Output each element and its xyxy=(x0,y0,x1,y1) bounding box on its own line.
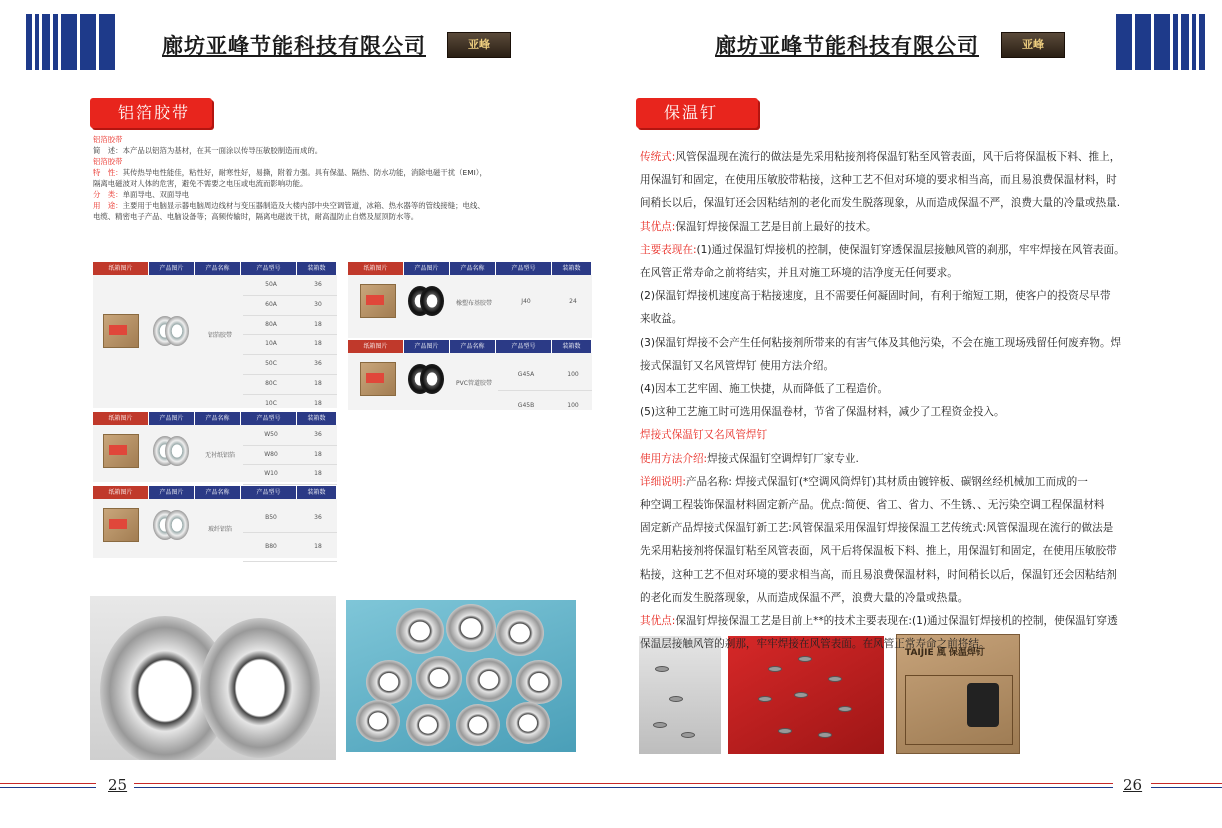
footer-rule xyxy=(611,783,1113,784)
table-header: 纸箱图片 产品图片 产品名称 产品型号 装箱数 xyxy=(93,486,337,499)
footer-rule xyxy=(134,783,611,784)
text-line: 保温层接触风管的刹那，牢牢焊接在风管表面。在风管正常寿命之前将结。 xyxy=(640,638,990,651)
text-line: 粘接，这种工艺不但对环境的要求相当高，而且易浪费保温材料，时间稍长以后，保温钉还会因粘结剂 xyxy=(640,568,1117,581)
intro-line: 简 述：本产品以铝箔为基材，在其一面涂以传导压敏胶制造而成的。 xyxy=(93,146,323,155)
product-models: W50 W80 W10 xyxy=(243,426,299,485)
text-line: (3)保温钉焊接不会产生任何粘接剂所带来的有害气体及其他污染，不会在施工现场残留任何废弃物。焊 xyxy=(640,336,1122,349)
product-table-aluminum-tape xyxy=(93,262,337,408)
intro-line: 铝箔胶带 xyxy=(93,135,123,144)
text-line: 种空调工程装饰保温材料固定新产品。优点:简便、省工、省力、不生锈、、无污染空调工程保温材料 xyxy=(640,499,1105,512)
carton-image xyxy=(103,508,139,542)
product-models: B50 B80 xyxy=(243,504,299,562)
box-counts: 36 30 18 18 36 18 18 xyxy=(299,276,337,415)
product-name: 玻纤铝箔 xyxy=(207,526,232,533)
tape-roll-image xyxy=(153,508,189,542)
company-logo: 亚峰 xyxy=(447,32,511,58)
intro-line: 铝箔胶带 xyxy=(93,157,123,166)
text-line: 主要表现在:(1)通过保温钉焊接机的控制，使保温钉穿透保温层接触风管的刹那，牢牢焊接在风管表面。 xyxy=(640,243,1125,256)
footer-rule xyxy=(134,787,611,788)
product-models: G45A G45B xyxy=(498,360,554,421)
product-table-unlined-foil xyxy=(93,412,337,482)
table-header: 纸箱图片 产品图片 产品名称 产品型号 装箱数 xyxy=(348,262,592,275)
text-line: 使用方法介绍:焊接式保温钉空调焊钉厂家专业. xyxy=(640,452,859,465)
text-line: 固定新产品焊接式保温钉新工艺:风管保温采用保温钉焊接保温工艺传统式:风管保温现在流行的做法是 xyxy=(640,522,1114,535)
text-line: 其优点:保温钉焊接保温工艺是目前上最好的技术。 xyxy=(640,220,877,233)
company-name: 廊坊亚峰节能科技有限公司 xyxy=(162,33,426,58)
section-title-nail: 保温钉 xyxy=(636,98,758,128)
product-name: 橡塑布基胶带 xyxy=(455,300,492,307)
aluminum-tape-photo xyxy=(90,596,336,760)
text-line: 来收益。 xyxy=(640,313,683,326)
box-counts: 36 18 18 xyxy=(299,426,337,485)
footer-rule xyxy=(611,787,1113,788)
product-name: PVC管道胶带 xyxy=(456,380,492,387)
carton-image xyxy=(360,284,396,318)
product-models: J40 xyxy=(521,298,531,305)
text-line: 其优点:保温钉焊接保温工艺是目前上**的技术主要表现在:(1)通过保温钉焊接机的控制，使保温钉穿透 xyxy=(640,615,1118,628)
text-line: 传统式:风管保温现在流行的做法是先采用粘接剂将保温钉粘至风管表面，风干后将保温板下料、推上， xyxy=(640,151,1121,163)
box-counts: 36 18 xyxy=(299,504,337,562)
text-line: 接式保温钉又名风管焊钉 使用方法介绍。 xyxy=(640,359,835,372)
intro-line: 电缆、精密电子产品、电脑设备等；高频传输时，隔离电磁波干扰，耐高温防止自燃及屋顶防水等。 xyxy=(93,212,419,221)
text-line: 先采用粘接剂将保温钉粘至风管表面，风干后将保温板下料、推上，用保温钉和固定，在使用压敏胶带 xyxy=(640,545,1117,558)
text-line: 间稍长以后，保温钉还会因粘结剂的老化而发生脱落现象，从而造成保温不严，浪费大量的冷量或热量. xyxy=(640,197,1121,210)
product-table-rubber-tape xyxy=(348,262,592,338)
product-table-fiberglass-foil xyxy=(93,486,337,558)
intro-line: 分 类：单面导电、双面导电 xyxy=(93,190,190,199)
table-header: 纸箱图片 产品图片 产品名称 产品型号 装箱数 xyxy=(93,262,337,275)
table-header: 纸箱图片 产品图片 产品名称 产品型号 装箱数 xyxy=(93,412,337,425)
carton-image xyxy=(103,314,139,348)
page-number: 25 xyxy=(108,776,128,794)
tape-rolls-photo xyxy=(346,600,576,752)
product-name: 无衬纸铝箔 xyxy=(204,452,235,459)
page-number: 26 xyxy=(1123,776,1143,794)
text-line: (2)保温钉焊接机速度高于粘接速度，且不需要任何凝固时间，有利于缩短工期，使客户的投资尽早带 xyxy=(640,290,1111,303)
intro-line: 特 性：其传热导电性能佳，粘性好，耐寒性好，易撕，附着力强。具有保温、隔热、防水功能，消除电磁干扰（EMI）， xyxy=(93,168,487,177)
header-stripes-right xyxy=(1116,14,1205,70)
text-line: 在风管正常寿命之前将结实，并且对施工环境的洁净度无任何要求。 xyxy=(640,267,958,280)
product-table-pvc-tape xyxy=(348,340,592,410)
box-counts: 100 100 xyxy=(554,360,592,421)
footer-rule xyxy=(1151,783,1222,784)
tape-roll-image xyxy=(408,362,444,396)
tape-roll-image xyxy=(153,314,189,348)
weld-nail-description xyxy=(640,146,1170,656)
intro-line: 隔离电磁波对人体的危害，避免不需要之电压或电流而影响功能。 xyxy=(93,179,308,188)
box-label: TAIJIE 風 保温焊钉 xyxy=(905,648,985,658)
product-intro xyxy=(93,134,563,222)
carton-image xyxy=(360,362,396,396)
footer-rule xyxy=(0,787,96,788)
company-name: 廊坊亚峰节能科技有限公司 xyxy=(715,33,979,58)
text-line: 详细说明:产品名称: 焊接式保温钉(*空调风筒焊钉)其材质由镀锌板、碳钢丝经机械加工而成的一 xyxy=(640,475,1088,488)
box-counts: 24 xyxy=(569,298,577,305)
text-line: 的老化而发生脱落现象，从而造成保温不严，浪费大量的冷量或热量。 xyxy=(640,591,969,604)
section-title-tape: 铝箔胶带 xyxy=(90,98,212,128)
footer-rule xyxy=(0,783,96,784)
header-stripes-left xyxy=(26,14,115,70)
footer-rule xyxy=(1151,787,1222,788)
tape-roll-image xyxy=(408,284,444,318)
intro-line: 用 途：主要用于电脑显示器电脑周边线材与变压器制造及大楼内部中央空调管道，冰箱、热水器等的管线接缝；电线、 xyxy=(93,201,485,210)
table-header: 纸箱图片 产品图片 产品名称 产品型号 装箱数 xyxy=(348,340,592,353)
text-line: (4)因本工艺牢固、施工快捷，从而降低了工程造价。 xyxy=(640,383,889,396)
product-models: 50A 60A 80A 10A 50C 80C 10C xyxy=(243,276,299,415)
tape-roll-image xyxy=(153,434,189,468)
product-name: 铝箔胶带 xyxy=(207,332,232,339)
text-line: 焊接式保温钉又名风管焊钉 xyxy=(640,429,768,442)
text-line: 用保温钉和固定，在使用压敏胶带粘接，这种工艺不但对环境的要求相当高，而且易浪费保温材料，时 xyxy=(640,174,1117,187)
text-line: (5)这种工艺施工时可选用保温卷材，节省了保温材料，减少了工程资金投入。 xyxy=(640,406,1005,419)
carton-image xyxy=(103,434,139,468)
company-logo: 亚峰 xyxy=(1001,32,1065,58)
